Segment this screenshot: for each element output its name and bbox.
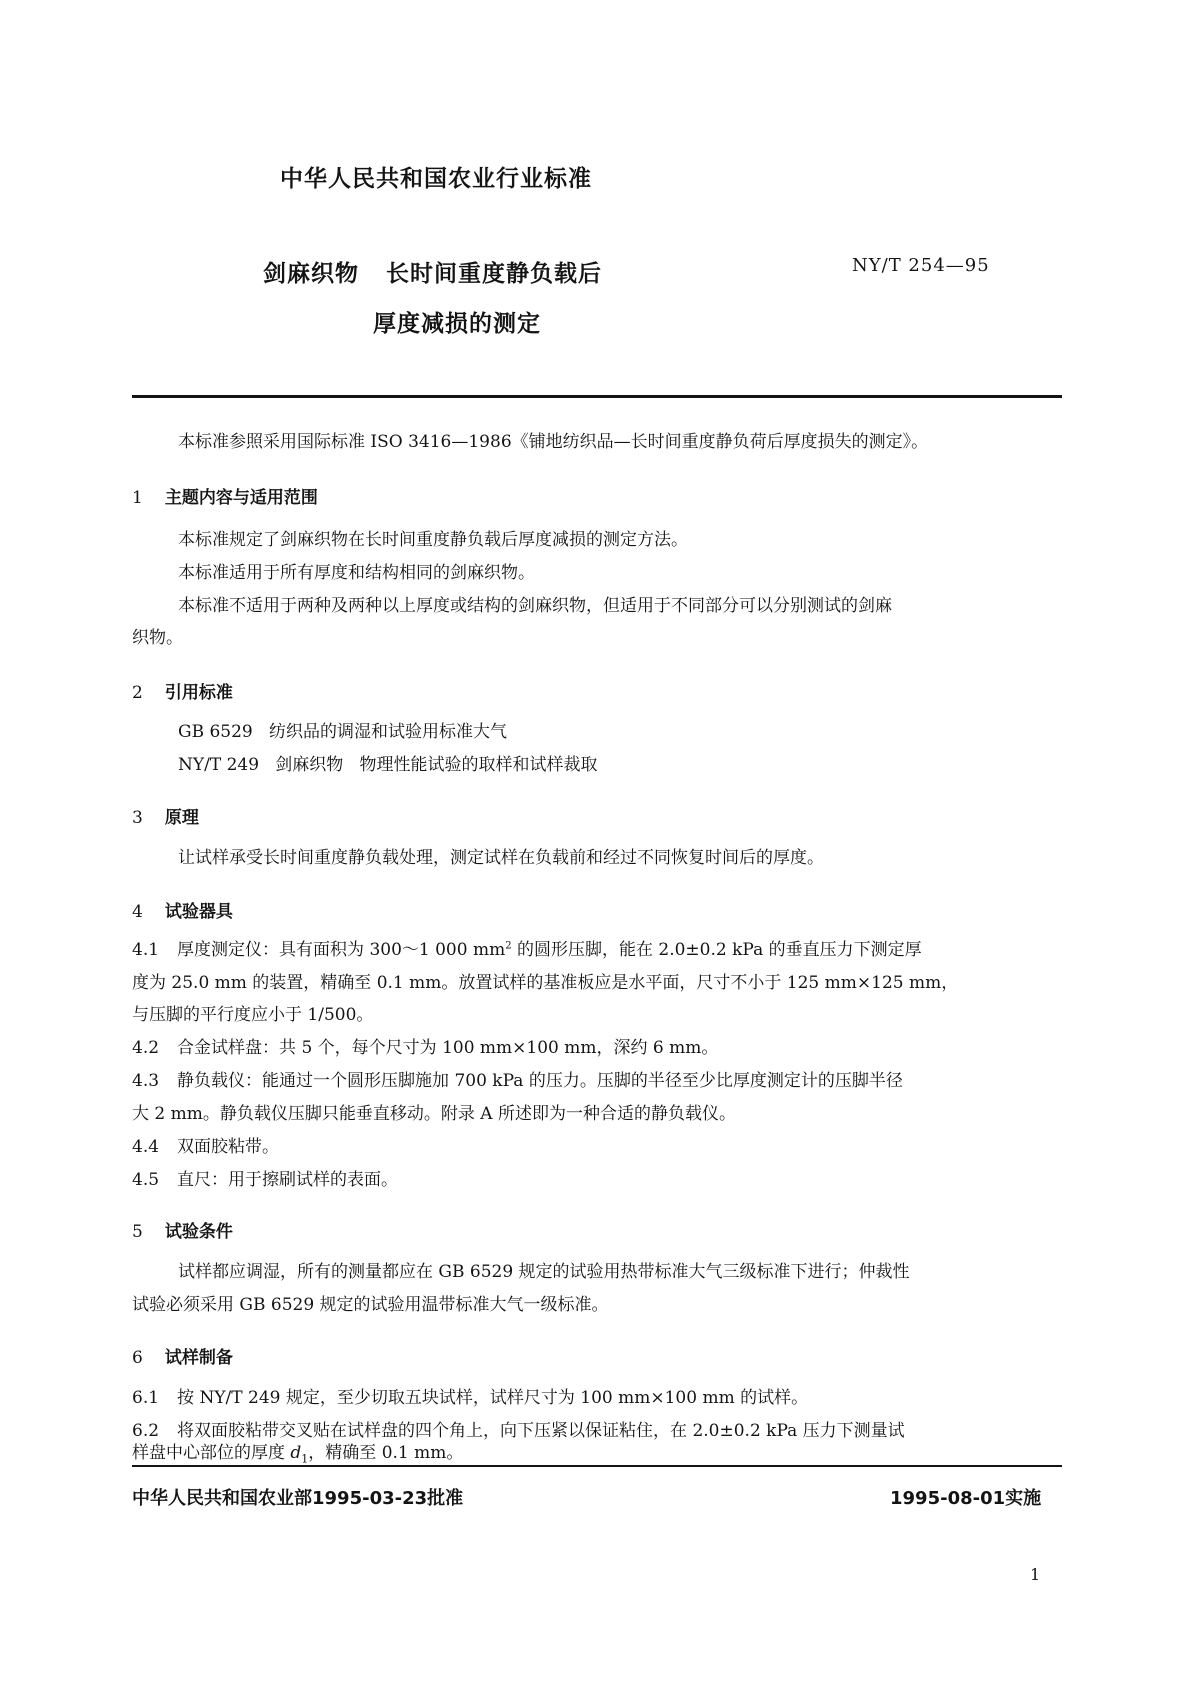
subscript: 1: [301, 1452, 309, 1466]
clause-text: ，精确至 0.1 mm。: [308, 1443, 464, 1463]
section-3-paragraph: 让试样承受长时间重度静负载处理，测定试样在负载前和经过不同恢复时间后的厚度。: [178, 848, 824, 868]
superscript: 2: [505, 940, 512, 952]
section-1-paragraph: 本标准不适用于两种及两种以上厚度或结构的剑麻织物，但适用于不同部分可以分别测试的剑麻: [178, 596, 892, 616]
clause-number: 4.4: [132, 1137, 160, 1157]
section-number: 4: [132, 902, 143, 922]
section-number: 6: [132, 1348, 143, 1368]
standard-number: NY/T 254—95: [852, 255, 990, 276]
clause-4-5: [132, 1170, 398, 1190]
implementation-date: 1995-08-01实施: [890, 1488, 1042, 1509]
clause-number: 4.3: [132, 1071, 160, 1091]
section-title: 试验器具: [164, 902, 233, 922]
clause-4-2: [132, 1038, 718, 1058]
clause-number: 4.2: [132, 1038, 160, 1058]
section-title: 试样制备: [164, 1348, 233, 1368]
clause-number: 6.2: [132, 1421, 160, 1441]
section-number: 3: [132, 808, 143, 828]
section-2-heading: [132, 678, 233, 703]
clause-6-2: [132, 1421, 905, 1441]
section-5-paragraph-cont: 试验必须采用 GB 6529 规定的试验用温带标准大气一级标准。: [132, 1295, 609, 1315]
clause-text: 厚度测定仪：具有面积为 300～1 000 mm: [177, 940, 506, 960]
document-title-line1: 剑麻织物 长时间重度静负载后: [263, 261, 603, 287]
section-number: 2: [132, 683, 143, 703]
footer-divider: [132, 1465, 1062, 1467]
section-number: 5: [132, 1222, 143, 1242]
clause-number: 4.5: [132, 1170, 160, 1190]
clause-4-3-cont: 大 2 mm。静负载仪压脚只能垂直移动。附录 A 所述即为一种合适的静负载仪。: [132, 1104, 736, 1124]
clause-4-1-cont: 度为 25.0 mm 的装置，精确至 0.1 mm。放置试样的基准板应是水平面，尺寸不小于 125 mm×125 mm，: [132, 973, 959, 993]
section-6-heading: [132, 1343, 233, 1368]
section-4-heading: [132, 897, 233, 922]
section-number: 1: [132, 488, 143, 508]
section-title: 原理: [164, 808, 199, 828]
intro-paragraph: 本标准参照采用国际标准 ISO 3416—1986《铺地纺织品—长时间重度静负荷后厚度损失的测定》。: [178, 432, 929, 452]
clause-text: 静负载仪：能通过一个圆形压脚施加 700 kPa 的压力。压脚的半径至少比厚度测定计的压脚半径: [177, 1071, 903, 1091]
page-number: 1: [1030, 1565, 1041, 1584]
section-5-heading: [132, 1217, 233, 1242]
clause-4-1-cont: 与压脚的平行度应小于 1/500。: [132, 1005, 374, 1025]
reference-item: GB 6529 纺织品的调湿和试验用标准大气: [178, 722, 507, 742]
clause-6-1: [132, 1388, 808, 1408]
section-1-paragraph: 本标准适用于所有厚度和结构相同的剑麻织物。: [178, 563, 535, 583]
clause-text: 的圆形压脚，能在 2.0±0.2 kPa 的垂直压力下测定厚: [511, 940, 922, 960]
clause-text: 将双面胶粘带交叉贴在试样盘的四个角上，向下压紧以保证粘住，在 2.0±0.2 kPa 压力下测量试: [177, 1421, 905, 1441]
clause-6-2-cont: [132, 1443, 464, 1466]
section-title: 主题内容与适用范围: [164, 488, 318, 508]
clause-4-3: [132, 1071, 903, 1091]
header-divider: [132, 395, 1062, 398]
section-1-paragraph-cont: 织物。: [132, 628, 183, 648]
section-5-paragraph: 试样都应调湿，所有的测量都应在 GB 6529 规定的试验用热带标准大气三级标准下进行；仲裁性: [178, 1262, 910, 1282]
section-1-paragraph: 本标准规定了剑麻织物在长时间重度静负载后厚度减损的测定方法。: [178, 530, 688, 550]
clause-text: 样盘中心部位的厚度: [132, 1443, 291, 1463]
clause-text: 合金试样盘：共 5 个，每个尺寸为 100 mm×100 mm，深约 6 mm。: [177, 1038, 719, 1058]
clause-text: 双面胶粘带。: [177, 1137, 280, 1157]
approval-line: 中华人民共和国农业部1995-03-23批准: [132, 1488, 464, 1509]
clause-4-1: [132, 940, 922, 960]
document-title-line2: 厚度减损的测定: [373, 311, 541, 337]
section-title: 引用标准: [164, 683, 233, 703]
clause-text: 按 NY/T 249 规定，至少切取五块试样，试样尺寸为 100 mm×100 mm 的试样。: [177, 1388, 809, 1408]
clause-number: 6.1: [132, 1388, 160, 1408]
clause-text: 直尺：用于擦刷试样的表面。: [177, 1170, 399, 1190]
variable: d: [290, 1443, 302, 1463]
industry-standard-heading: 中华人民共和国农业行业标准: [280, 166, 592, 192]
section-title: 试验条件: [164, 1222, 233, 1242]
clause-4-4: [132, 1137, 279, 1157]
section-3-heading: [132, 803, 199, 828]
clause-number: 4.1: [132, 940, 160, 960]
reference-item: NY/T 249 剑麻织物 物理性能试验的取样和试样裁取: [178, 755, 598, 775]
section-1-heading: [132, 483, 318, 508]
